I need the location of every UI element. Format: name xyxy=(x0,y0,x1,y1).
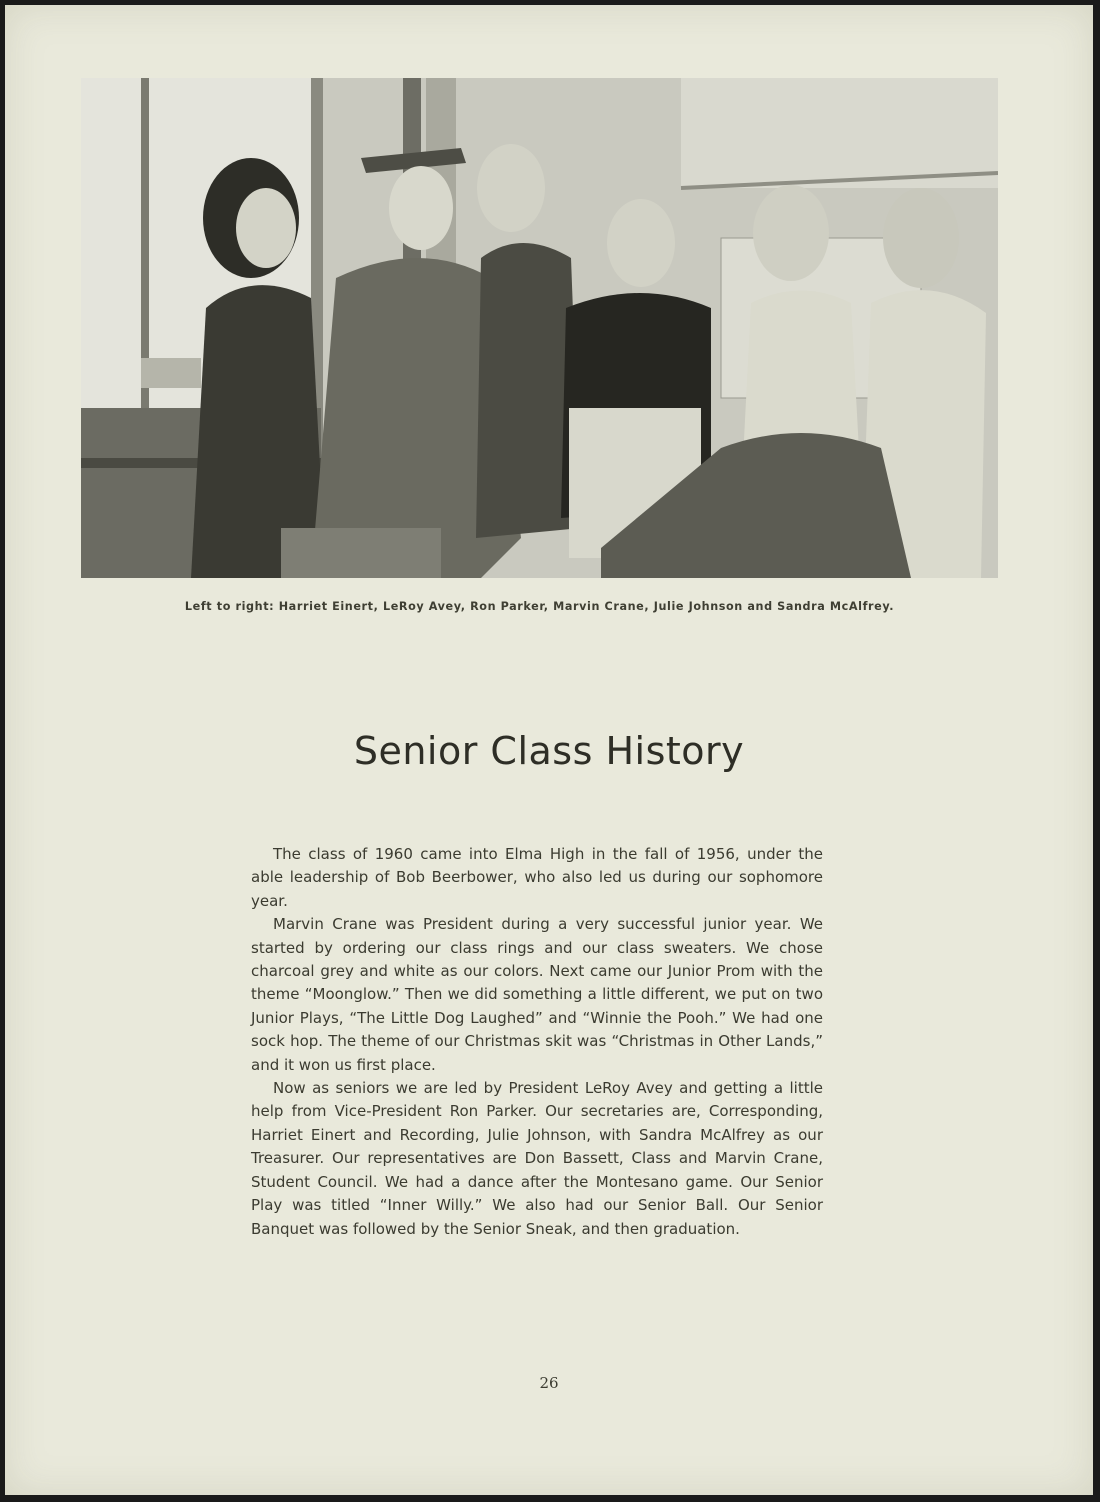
photo-illustration xyxy=(81,78,998,578)
yearbook-page xyxy=(5,5,1093,1495)
page-number: 26 xyxy=(539,1374,559,1392)
paragraph: Now as seniors we are led by President LeRoy Avey and getting a little help from Vice-President Ron Parker. Our secretaries are, Corresponding, Harriet Einert and Recording, Julie Johnson, with Sandra McAlfrey as our Treasurer. Our representatives are Don Bassett, Class and Marvin Crane, Student Council. We had a dance after the Montesano game. Our Senior Play was titled “Inner Willy.” We also had our Senior Ball. Our Senior Banquet was followed by the Senior Sneak, and then graduation. xyxy=(251,1079,823,1238)
paragraph: Marvin Crane was President during a very successful junior year. We started by ordering our class rings and our class sweaters. We chose charcoal grey and white as our colors. Next came our Junior Prom with the theme “Moonglow.” Then we did something a little different, we put on two Junior Plays, “The Little Dog Laughed” and “Winnie the Pooh.” We had one sock hop. The theme of our Christmas skit was “Christmas in Other Lands,” and it won us first place. xyxy=(251,915,823,1074)
photo-caption: Left to right: Harriet Einert, LeRoy Avey, Ron Parker, Marvin Crane, Julie Johnson and Sandra McAlfrey. xyxy=(184,600,895,613)
page-title: Senior Class History xyxy=(353,729,745,773)
class-history-text xyxy=(251,843,823,1241)
group-photo xyxy=(81,78,998,578)
paragraph: The class of 1960 came into Elma High in the fall of 1956, under the able leadership of Bob Beerbower, who also led us during our sophomore year. xyxy=(251,845,823,910)
